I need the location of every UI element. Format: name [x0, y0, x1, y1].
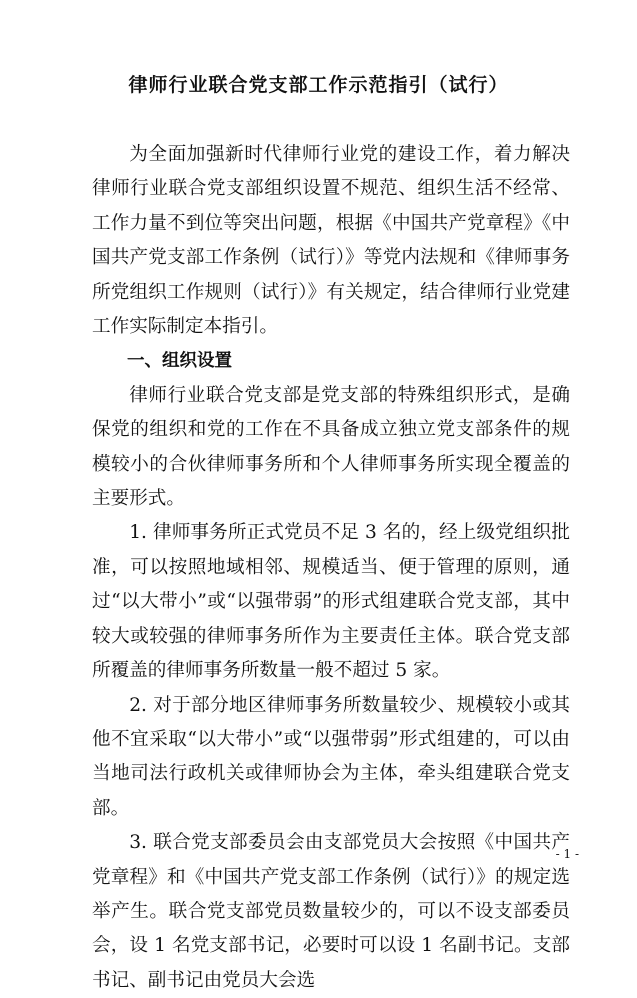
- body-paragraph: 1. 律师事务所正式党员不足 3 名的，经上级党组织批准，可以按照地域相邻、规模适当、便于管理的原则，通过“以大带小”或“以强带弱”的形式组建联合党支部，其中较大或较强的律师事务所作为主要责任主体。联合党支部所覆盖的律师事务所数量一般不超过 5 家。: [92, 522, 570, 682]
- document-body: [92, 138, 570, 998]
- section-heading: 一、组织设置: [127, 351, 232, 372]
- page-number: - 1 -: [555, 847, 579, 861]
- body-paragraph: 3. 联合党支部委员会由支部党员大会按照《中国共产党章程》和《中国共产党支部工作条例（试行）》的规定选举产生。联合党支部党员数量较少的，可以不设支部委员会，设 1 名党支部书记，必要时可以设 1 名副书记。支部书记、副书记由党员大会选: [92, 832, 570, 991]
- body-paragraph: 律师行业联合党支部是党支部的特殊组织形式，是确保党的组织和党的工作在不具备成立独立党支部条件的规模较小的合伙律师事务所和个人律师事务所实现全覆盖的主要形式。: [92, 384, 570, 510]
- page-title: 律师行业联合党支部工作示范指引（试行）: [128, 74, 509, 96]
- intro-paragraph: 为全面加强新时代律师行业党的建设工作，着力解决律师行业联合党支部组织设置不规范、组织生活不经常、工作力量不到位等突出问题，根据《中国共产党章程》《中国共产党支部工作条例（试行）》等党内法规和《律师事务所党组织工作规则（试行）》有关规定，结合律师行业党建工作实际制定本指引。: [92, 144, 570, 338]
- body-paragraph: 2. 对于部分地区律师事务所数量较少、规模较小或其他不宜采取“以大带小”或“以强带弱”形式组建的，可以由当地司法行政机关或律师协会为主体，牵头组建联合党支部。: [92, 694, 570, 819]
